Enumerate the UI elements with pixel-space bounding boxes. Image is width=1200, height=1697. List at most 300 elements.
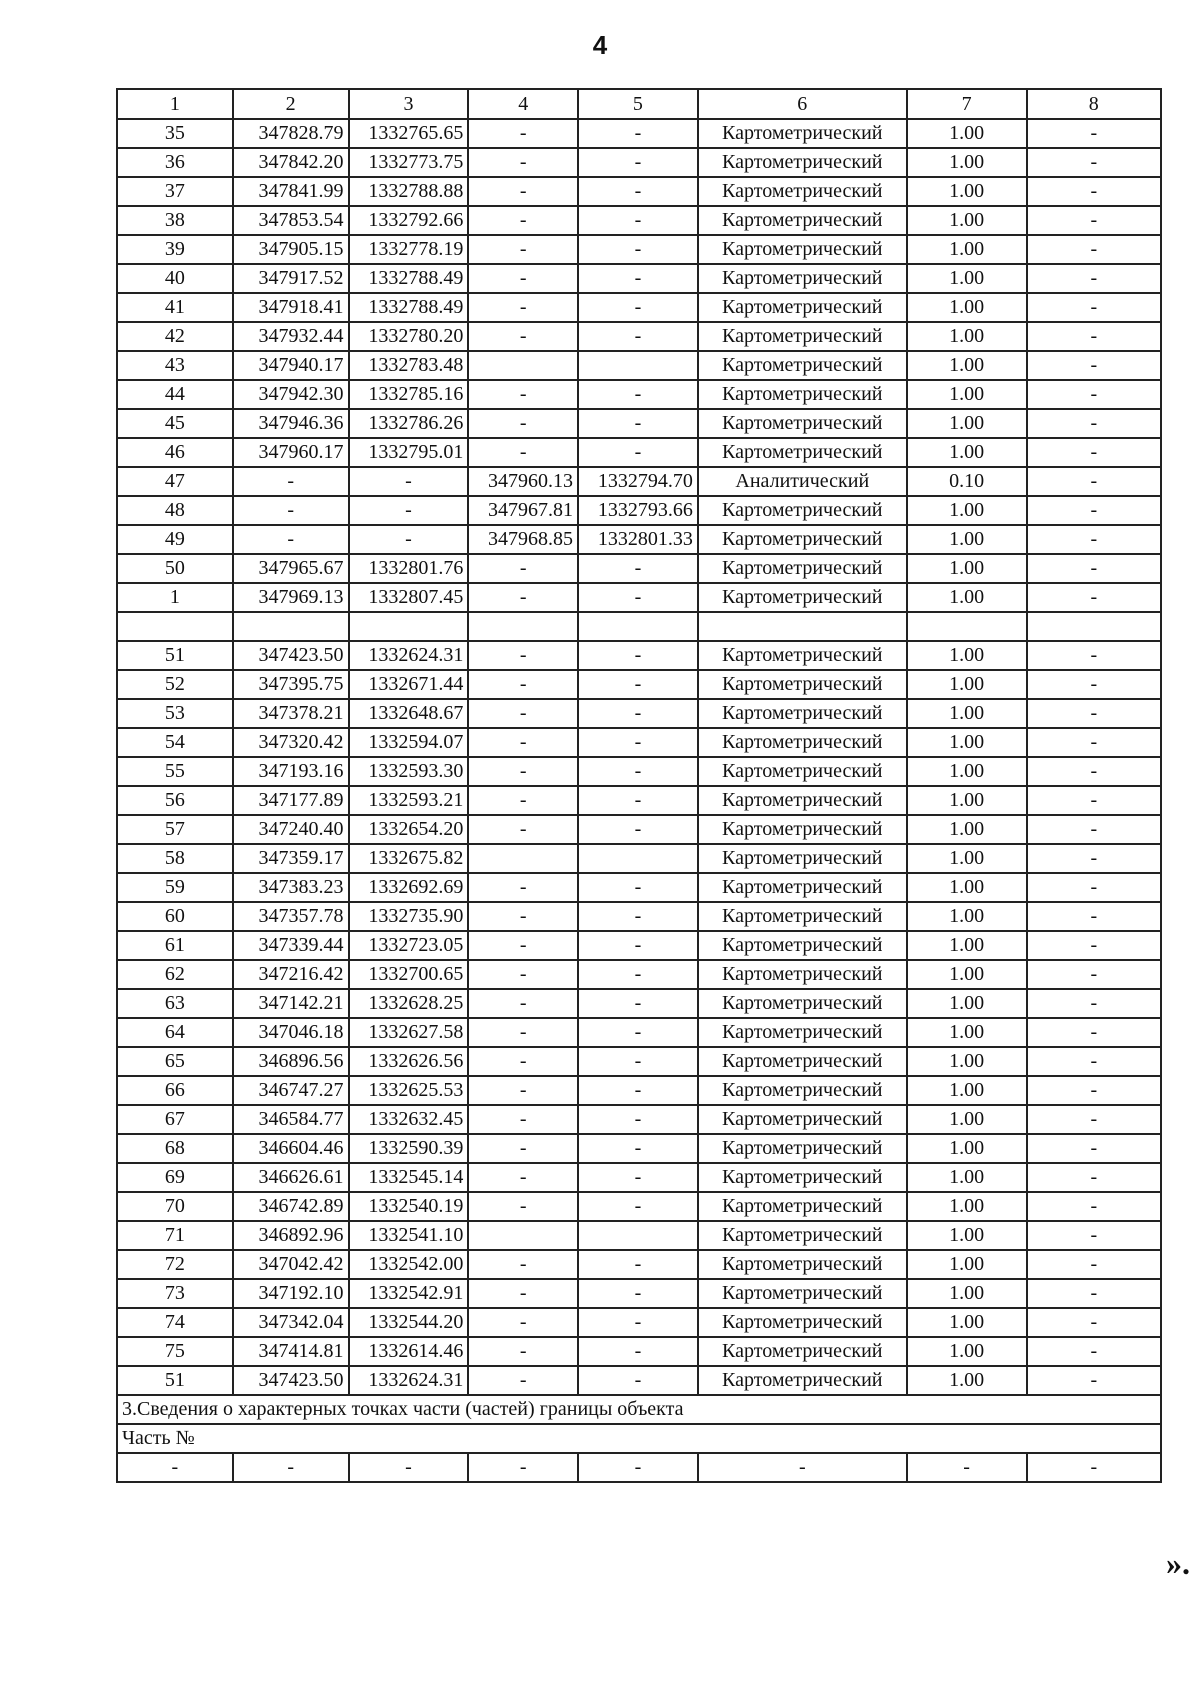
table-cell: Картометрический xyxy=(698,496,907,525)
table-cell: - xyxy=(578,931,698,960)
table-cell: 1.00 xyxy=(907,641,1027,670)
table-cell: 1332624.31 xyxy=(349,641,469,670)
table-cell: - xyxy=(1027,1453,1161,1482)
table-cell: 347320.42 xyxy=(233,728,349,757)
table-cell: 1332632.45 xyxy=(349,1105,469,1134)
table-cell: - xyxy=(1027,699,1161,728)
table-cell: 347917.52 xyxy=(233,264,349,293)
table-cell: - xyxy=(578,206,698,235)
table-cell: 1.00 xyxy=(907,699,1027,728)
table-cell: 1332593.21 xyxy=(349,786,469,815)
table-cell: - xyxy=(468,235,578,264)
table-cell: 1332540.19 xyxy=(349,1192,469,1221)
table-cell: 1.00 xyxy=(907,438,1027,467)
table-cell: - xyxy=(578,757,698,786)
table-cell: - xyxy=(468,148,578,177)
table-row xyxy=(117,612,1161,641)
table-row xyxy=(117,1366,1161,1395)
table-cell: - xyxy=(1027,380,1161,409)
table-cell: Картометрический xyxy=(698,438,907,467)
table-cell: 55 xyxy=(117,757,233,786)
table-cell: - xyxy=(349,467,469,496)
table-row xyxy=(117,786,1161,815)
table-cell: 75 xyxy=(117,1337,233,1366)
table-cell: 63 xyxy=(117,989,233,1018)
table-cell: - xyxy=(578,554,698,583)
table-row xyxy=(117,989,1161,1018)
table-cell: - xyxy=(349,525,469,554)
table-cell: 50 xyxy=(117,554,233,583)
table-cell: - xyxy=(578,1047,698,1076)
table-cell: 70 xyxy=(117,1192,233,1221)
table-cell: - xyxy=(1027,786,1161,815)
table-cell: 347193.16 xyxy=(233,757,349,786)
table-cell: 346626.61 xyxy=(233,1163,349,1192)
table-cell: 45 xyxy=(117,409,233,438)
table-cell: 347378.21 xyxy=(233,699,349,728)
table-cell: - xyxy=(1027,1018,1161,1047)
table-row xyxy=(117,1308,1161,1337)
table-cell: - xyxy=(468,1453,578,1482)
table-row xyxy=(117,1279,1161,1308)
table-cell: 38 xyxy=(117,206,233,235)
table-cell: Картометрический xyxy=(698,409,907,438)
table-row xyxy=(117,1105,1161,1134)
table-cell: 73 xyxy=(117,1279,233,1308)
table-cell: 346896.56 xyxy=(233,1047,349,1076)
table-cell: 1332627.58 xyxy=(349,1018,469,1047)
table-cell: 0.10 xyxy=(907,467,1027,496)
table-cell: Картометрический xyxy=(698,960,907,989)
table-cell: - xyxy=(1027,757,1161,786)
table-cell xyxy=(578,612,698,641)
table-cell: 54 xyxy=(117,728,233,757)
table-cell: - xyxy=(578,1018,698,1047)
table-cell: - xyxy=(1027,525,1161,554)
table-cell: 1.00 xyxy=(907,786,1027,815)
table-cell: 1332786.26 xyxy=(349,409,469,438)
table-cell: - xyxy=(578,177,698,206)
table-cell: 1332785.16 xyxy=(349,380,469,409)
table-cell: - xyxy=(578,989,698,1018)
table-cell: - xyxy=(1027,1192,1161,1221)
table-cell: Картометрический xyxy=(698,351,907,380)
table-cell: 347423.50 xyxy=(233,641,349,670)
table-cell: 347216.42 xyxy=(233,960,349,989)
table-cell: 1.00 xyxy=(907,583,1027,612)
table-cell: 347177.89 xyxy=(233,786,349,815)
table-cell: 61 xyxy=(117,931,233,960)
table-cell: - xyxy=(1027,148,1161,177)
table-row xyxy=(117,293,1161,322)
table-cell: - xyxy=(468,1076,578,1105)
table-cell: - xyxy=(698,1453,907,1482)
table-cell: - xyxy=(1027,815,1161,844)
table-cell: - xyxy=(578,1366,698,1395)
table-cell: Картометрический xyxy=(698,148,907,177)
table-cell: - xyxy=(468,757,578,786)
table-cell: - xyxy=(1027,1308,1161,1337)
table-cell: - xyxy=(1027,989,1161,1018)
table-cell: - xyxy=(1027,322,1161,351)
table-cell: 346747.27 xyxy=(233,1076,349,1105)
table-cell: 1332542.00 xyxy=(349,1250,469,1279)
table-row xyxy=(117,728,1161,757)
table-row xyxy=(117,409,1161,438)
table-cell: 1.00 xyxy=(907,1192,1027,1221)
table-cell: 1332801.33 xyxy=(578,525,698,554)
table-cell: 1332692.69 xyxy=(349,873,469,902)
table-cell: 1.00 xyxy=(907,235,1027,264)
table-cell xyxy=(578,1221,698,1250)
table-row xyxy=(117,1221,1161,1250)
table-cell: 346584.77 xyxy=(233,1105,349,1134)
table-cell: 1332594.07 xyxy=(349,728,469,757)
table-cell: 347828.79 xyxy=(233,119,349,148)
table-cell: - xyxy=(233,467,349,496)
table-cell: - xyxy=(468,989,578,1018)
table-row xyxy=(117,1134,1161,1163)
section-title: 3.Сведения о характерных точках части (частей) границы объекта xyxy=(117,1395,1161,1424)
table-cell: - xyxy=(1027,264,1161,293)
table-row xyxy=(117,699,1161,728)
table-cell: - xyxy=(468,699,578,728)
table-cell: - xyxy=(1027,1337,1161,1366)
table-cell xyxy=(468,844,578,873)
table-cell: 1332788.49 xyxy=(349,264,469,293)
table-cell: - xyxy=(578,1308,698,1337)
table-cell: - xyxy=(1027,409,1161,438)
table-cell: Картометрический xyxy=(698,815,907,844)
table-cell: 1332593.30 xyxy=(349,757,469,786)
table-cell: - xyxy=(578,641,698,670)
table-cell: - xyxy=(468,206,578,235)
table-cell: Аналитический xyxy=(698,467,907,496)
table-cell: 347240.40 xyxy=(233,815,349,844)
table-cell xyxy=(1027,612,1161,641)
table-cell: 43 xyxy=(117,351,233,380)
table-cell: Картометрический xyxy=(698,119,907,148)
table-cell: Картометрический xyxy=(698,1250,907,1279)
table-cell: Картометрический xyxy=(698,757,907,786)
table-cell: 1332544.20 xyxy=(349,1308,469,1337)
table-row xyxy=(117,757,1161,786)
table-cell: - xyxy=(468,177,578,206)
table-row xyxy=(117,351,1161,380)
table-cell: 58 xyxy=(117,844,233,873)
table-cell xyxy=(578,844,698,873)
table-row xyxy=(117,1163,1161,1192)
table-cell: - xyxy=(1027,960,1161,989)
table-cell xyxy=(698,612,907,641)
table-cell: - xyxy=(578,119,698,148)
table-row xyxy=(117,177,1161,206)
table-cell: - xyxy=(1027,119,1161,148)
table-cell: 47 xyxy=(117,467,233,496)
table-cell: 56 xyxy=(117,786,233,815)
table-row xyxy=(117,815,1161,844)
table-cell: - xyxy=(1027,1221,1161,1250)
table-header-row xyxy=(117,89,1161,119)
table-cell: Картометрический xyxy=(698,293,907,322)
table-cell: - xyxy=(578,293,698,322)
table-cell: 1332671.44 xyxy=(349,670,469,699)
table-cell: 69 xyxy=(117,1163,233,1192)
table-cell: 37 xyxy=(117,177,233,206)
table-cell: - xyxy=(578,1076,698,1105)
table-cell: Картометрический xyxy=(698,931,907,960)
table-cell: 1.00 xyxy=(907,525,1027,554)
table-cell: 1.00 xyxy=(907,1018,1027,1047)
table-cell: - xyxy=(578,1279,698,1308)
table-cell: - xyxy=(468,1105,578,1134)
table-row xyxy=(117,235,1161,264)
table-cell: Картометрический xyxy=(698,641,907,670)
table-cell: 1332795.01 xyxy=(349,438,469,467)
table-cell: Картометрический xyxy=(698,554,907,583)
table-cell: Картометрический xyxy=(698,264,907,293)
table-cell: - xyxy=(1027,931,1161,960)
table-cell: 1.00 xyxy=(907,380,1027,409)
table-cell xyxy=(117,612,233,641)
table-cell: 67 xyxy=(117,1105,233,1134)
table-cell: Картометрический xyxy=(698,873,907,902)
table-cell: - xyxy=(578,148,698,177)
table-cell: 64 xyxy=(117,1018,233,1047)
table-cell: - xyxy=(468,1018,578,1047)
section-title-row xyxy=(117,1395,1161,1424)
table-cell: 49 xyxy=(117,525,233,554)
table-cell: 1.00 xyxy=(907,1134,1027,1163)
table-cell: 347383.23 xyxy=(233,873,349,902)
table-cell: 1.00 xyxy=(907,815,1027,844)
table-row xyxy=(117,322,1161,351)
table-cell: 2 xyxy=(233,89,349,119)
table-cell: 57 xyxy=(117,815,233,844)
table-cell: - xyxy=(233,1453,349,1482)
table-cell xyxy=(468,1221,578,1250)
table-cell: - xyxy=(468,902,578,931)
table-cell: 1.00 xyxy=(907,931,1027,960)
table-cell: Картометрический xyxy=(698,322,907,351)
table-cell: - xyxy=(468,1163,578,1192)
table-cell: - xyxy=(578,902,698,931)
table-cell: 1.00 xyxy=(907,902,1027,931)
table-cell: - xyxy=(578,728,698,757)
table-cell: 347918.41 xyxy=(233,293,349,322)
table-cell: Картометрический xyxy=(698,583,907,612)
table-cell: 1.00 xyxy=(907,960,1027,989)
table-cell: 1.00 xyxy=(907,148,1027,177)
table-cell: - xyxy=(468,322,578,351)
table-cell: Картометрический xyxy=(698,786,907,815)
table-cell: 347932.44 xyxy=(233,322,349,351)
table-cell: 347946.36 xyxy=(233,409,349,438)
table-cell: 1 xyxy=(117,583,233,612)
table-cell: 39 xyxy=(117,235,233,264)
table-cell: 1.00 xyxy=(907,1308,1027,1337)
table-row xyxy=(117,1018,1161,1047)
table-row xyxy=(117,583,1161,612)
table-cell: 4 xyxy=(468,89,578,119)
table-cell: - xyxy=(349,496,469,525)
table-cell: 8 xyxy=(1027,89,1161,119)
table-cell: 347969.13 xyxy=(233,583,349,612)
table-cell: - xyxy=(578,409,698,438)
table-cell: - xyxy=(578,960,698,989)
table-cell: Картометрический xyxy=(698,1337,907,1366)
table-cell: 1332614.46 xyxy=(349,1337,469,1366)
table-cell xyxy=(468,351,578,380)
table-cell: 3 xyxy=(349,89,469,119)
table-cell: - xyxy=(468,583,578,612)
part-label: Часть № xyxy=(117,1424,1161,1453)
table-cell: Картометрический xyxy=(698,206,907,235)
table-cell: 347968.85 xyxy=(468,525,578,554)
table-cell: 1332545.14 xyxy=(349,1163,469,1192)
table-cell: 1332778.19 xyxy=(349,235,469,264)
table-cell: Картометрический xyxy=(698,989,907,1018)
table-cell: - xyxy=(578,699,698,728)
table-cell: 347395.75 xyxy=(233,670,349,699)
table-cell: - xyxy=(1027,351,1161,380)
table-cell: 1.00 xyxy=(907,1250,1027,1279)
table-cell: Картометрический xyxy=(698,1105,907,1134)
table-cell: 1.00 xyxy=(907,351,1027,380)
table-cell: Картометрический xyxy=(698,1163,907,1192)
table-cell: - xyxy=(468,641,578,670)
table-cell: 1332700.65 xyxy=(349,960,469,989)
table-cell: - xyxy=(468,1337,578,1366)
table-cell: 347960.17 xyxy=(233,438,349,467)
table-row xyxy=(117,960,1161,989)
table-cell: 1.00 xyxy=(907,1221,1027,1250)
table-cell: Картометрический xyxy=(698,1076,907,1105)
table-cell: Картометрический xyxy=(698,902,907,931)
table-cell: - xyxy=(578,1163,698,1192)
table-cell: 66 xyxy=(117,1076,233,1105)
table-cell: Картометрический xyxy=(698,844,907,873)
table-cell: 68 xyxy=(117,1134,233,1163)
table-cell: - xyxy=(468,960,578,989)
page-number: 4 xyxy=(592,30,608,60)
table-cell: Картометрический xyxy=(698,525,907,554)
table-cell: 1.00 xyxy=(907,409,1027,438)
table-cell: - xyxy=(468,873,578,902)
table-cell: 1332793.66 xyxy=(578,496,698,525)
table-cell: Картометрический xyxy=(698,380,907,409)
table-cell: - xyxy=(468,264,578,293)
table-cell: - xyxy=(1027,902,1161,931)
table-cell: - xyxy=(468,1047,578,1076)
table-cell: 1.00 xyxy=(907,1076,1027,1105)
table-cell: 53 xyxy=(117,699,233,728)
table-cell: - xyxy=(468,438,578,467)
table-cell: - xyxy=(578,1453,698,1482)
part-label-row xyxy=(117,1424,1161,1453)
table-cell: 347841.99 xyxy=(233,177,349,206)
table-cell: 1.00 xyxy=(907,989,1027,1018)
table-cell: 1332648.67 xyxy=(349,699,469,728)
table-cell: - xyxy=(1027,1047,1161,1076)
table-cell: - xyxy=(1027,496,1161,525)
table-cell: - xyxy=(233,496,349,525)
table-cell: - xyxy=(1027,438,1161,467)
table-cell: - xyxy=(468,1308,578,1337)
table-cell: - xyxy=(468,293,578,322)
table-cell: 346742.89 xyxy=(233,1192,349,1221)
table-cell: Картометрический xyxy=(698,670,907,699)
table-row xyxy=(117,264,1161,293)
table-cell: 347359.17 xyxy=(233,844,349,873)
table-cell: 1332624.31 xyxy=(349,1366,469,1395)
table-cell: Картометрический xyxy=(698,1308,907,1337)
table-cell: 346604.46 xyxy=(233,1134,349,1163)
table-cell: - xyxy=(233,525,349,554)
table-row xyxy=(117,1453,1161,1482)
table-cell: 41 xyxy=(117,293,233,322)
table-cell: 1332807.45 xyxy=(349,583,469,612)
table-cell: - xyxy=(1027,1366,1161,1395)
table-cell: 1332801.76 xyxy=(349,554,469,583)
table-row xyxy=(117,1047,1161,1076)
table-cell: 1.00 xyxy=(907,554,1027,583)
table-cell: 1.00 xyxy=(907,757,1027,786)
table-row xyxy=(117,1337,1161,1366)
table-cell: 1.00 xyxy=(907,844,1027,873)
table-cell: - xyxy=(468,728,578,757)
table-cell xyxy=(907,612,1027,641)
table-cell: 1332542.91 xyxy=(349,1279,469,1308)
table-cell: - xyxy=(1027,554,1161,583)
table-cell: - xyxy=(1027,873,1161,902)
table-cell: Картометрический xyxy=(698,1047,907,1076)
table-cell: 1332735.90 xyxy=(349,902,469,931)
table-cell: 347965.67 xyxy=(233,554,349,583)
table-cell: - xyxy=(578,322,698,351)
table-row xyxy=(117,206,1161,235)
table-cell: 1332783.48 xyxy=(349,351,469,380)
table-cell: 347853.54 xyxy=(233,206,349,235)
table-cell: 35 xyxy=(117,119,233,148)
table-cell: - xyxy=(1027,1076,1161,1105)
table-cell: - xyxy=(1027,1105,1161,1134)
table-cell: - xyxy=(578,235,698,264)
table-cell: 1.00 xyxy=(907,496,1027,525)
table-cell: - xyxy=(117,1453,233,1482)
table-cell: - xyxy=(578,1192,698,1221)
table-cell: - xyxy=(578,380,698,409)
table-row xyxy=(117,438,1161,467)
table-cell: - xyxy=(468,409,578,438)
table-cell: 1.00 xyxy=(907,119,1027,148)
table-cell: 46 xyxy=(117,438,233,467)
table-cell: 1.00 xyxy=(907,177,1027,206)
table-cell: 1.00 xyxy=(907,1279,1027,1308)
table-cell: 1332792.66 xyxy=(349,206,469,235)
table-row xyxy=(117,467,1161,496)
table-cell: - xyxy=(1027,728,1161,757)
table-cell: 347042.42 xyxy=(233,1250,349,1279)
table-cell: - xyxy=(468,1366,578,1395)
table-row xyxy=(117,554,1161,583)
table-cell: Картометрический xyxy=(698,728,907,757)
table-cell: - xyxy=(907,1453,1027,1482)
table-cell: 6 xyxy=(698,89,907,119)
table-cell: 347339.44 xyxy=(233,931,349,960)
table-row xyxy=(117,931,1161,960)
table-cell: Картометрический xyxy=(698,1221,907,1250)
